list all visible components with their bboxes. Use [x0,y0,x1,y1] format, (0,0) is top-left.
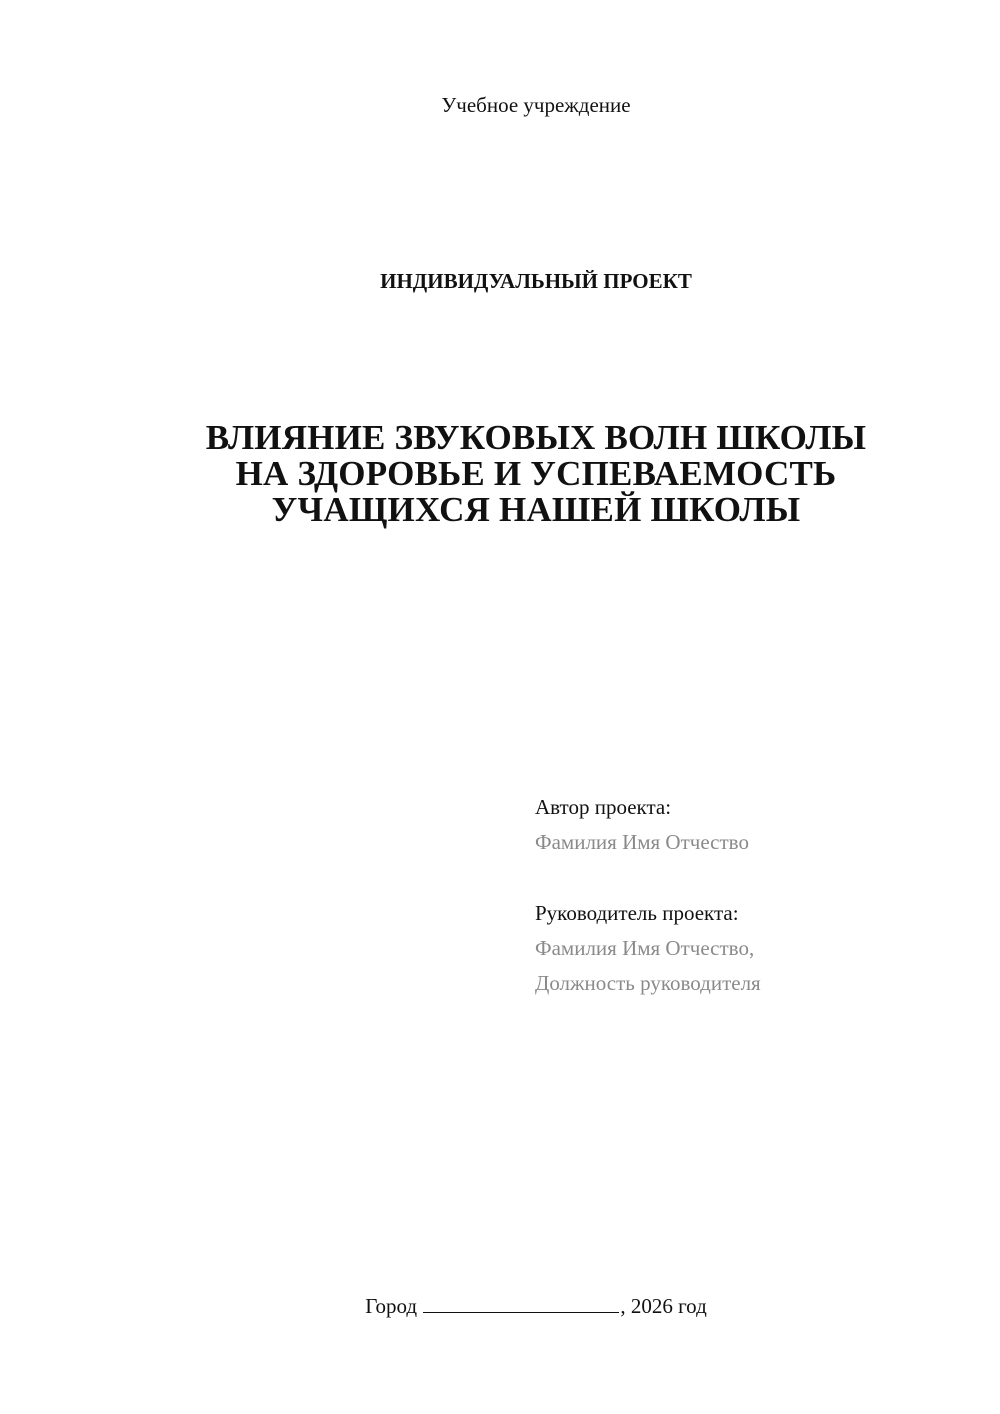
city-year-line [0,1292,1000,1319]
city-blank-line [423,1292,619,1313]
author-label: Автор проекта: [535,795,672,819]
city-label: Город [365,1294,418,1318]
project-title-line: НА ЗДОРОВЬЕ И УСПЕВАЕМОСТЬ [235,454,837,493]
author-name: Фамилия Имя Отчество [535,830,749,854]
project-title [0,420,1000,528]
institution-name: Учебное учреждение [441,93,631,117]
supervisor-position: Должность руководителя [535,971,761,995]
document-type: ИНДИВИДУАЛЬНЫЙ ПРОЕКТ [380,269,692,293]
supervisor-name: Фамилия Имя Отчество, [535,936,755,960]
year-text: , 2026 год [620,1294,707,1318]
project-title-line: ВЛИЯНИЕ ЗВУКОВЫХ ВОЛН ШКОЛЫ [205,418,867,457]
project-title-line: УЧАЩИХСЯ НАШЕЙ ШКОЛЫ [271,490,801,529]
project-credits [535,790,975,1001]
supervisor-label: Руководитель проекта: [535,901,739,925]
